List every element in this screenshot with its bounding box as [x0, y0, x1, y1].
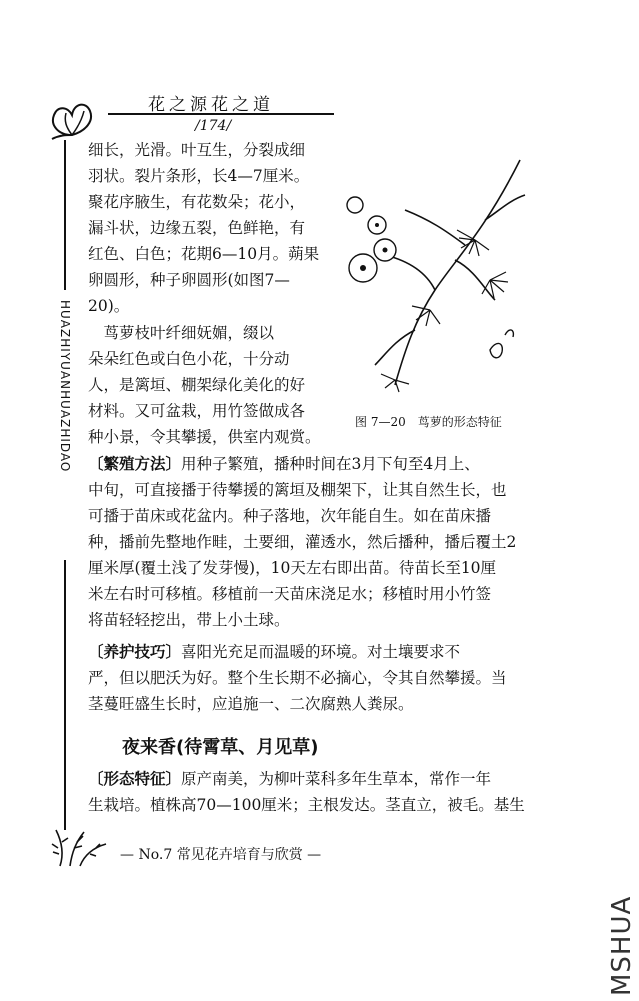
text-line: 细长，光滑。叶互生，分裂成细 [88, 141, 306, 159]
text-line: 中旬，可直接播于待攀援的篱垣及棚架下，让其自然生长，也 [88, 481, 507, 499]
text-line: 漏斗状，边缘五裂，色鲜艳，有 [88, 219, 306, 237]
cypress-vine-illustration [335, 150, 535, 400]
text-line: 将苗轻轻挖出，带上小土球。 [88, 611, 290, 629]
text-line: 严，但以肥沃为好。整个生长期不必摘心，令其自然攀援。当 [88, 669, 507, 687]
propagation-label: 〔繁殖方法〕 [88, 454, 182, 473]
header-rule [108, 113, 334, 115]
care-label: 〔养护技巧〕 [88, 642, 182, 661]
text-line: 种，播前先整地作畦，土要细，灌透水，然后播种，播后覆土2 [88, 533, 517, 551]
morphology-paragraph [88, 766, 558, 818]
text-line: 人，是篱垣、棚架绿化美化的好 [88, 376, 306, 394]
text-line: 朵朵红色或白色小花，十分动 [88, 350, 290, 368]
page-number: /174/ [195, 118, 232, 134]
text-line: 茑萝枝叶纤细妩媚，缀以 [88, 324, 275, 342]
margin-rule-bottom [64, 560, 66, 830]
text-line: 厘米厚(覆土浅了发芽慢)，10天左右即出苗。待苗长至10厘 [88, 559, 497, 577]
page-footer: — No.7 常见花卉培育与欣赏 — [120, 847, 322, 863]
text-line: 羽状。裂片条形，长4—7厘米。 [88, 167, 310, 185]
care-paragraph [88, 639, 558, 717]
text-span: 用种子繁殖，播种时间在3月下旬至4月上、 [181, 455, 480, 473]
propagation-paragraph [88, 451, 558, 633]
text-span: 喜阳光充足而温暖的环境。对土壤要求不 [181, 643, 461, 661]
grass-ornament-icon [50, 824, 114, 868]
margin-rule-top [64, 140, 66, 290]
text-line: 红色、白色；花期6—10月。蒴果 [88, 245, 320, 263]
text-line: 可播于苗床或花盆内。种子落地，次年能自生。如在苗床播 [88, 507, 492, 525]
text-line: 20)。 [88, 297, 130, 315]
text-span: 原产南美，为柳叶菜科多年生草本，常作一年 [181, 770, 492, 788]
text-line: 聚花序腋生，有花数朵；花小， [88, 193, 306, 211]
text-line: 卵圆形，种子卵圆形(如图7— [88, 271, 290, 289]
description-paragraph [88, 320, 348, 450]
text-line: 茎蔓旺盛生长时，应追施一、二次腐熟人粪尿。 [88, 695, 414, 713]
margin-vertical-title: HUAZHIYUANHUAZHIDAO [58, 300, 72, 473]
text-line: 生栽培。植株高70—100厘米；主根发达。茎直立，被毛。基生 [88, 796, 525, 814]
text-line: 种小景，令其攀援，供室内观赏。 [88, 428, 321, 446]
intro-paragraph [88, 137, 344, 319]
text-line: 材料。又可盆栽，用竹签做成各 [88, 402, 306, 420]
running-header-title: 花之源花之道 [148, 95, 274, 115]
figure-caption: 图 7—20 茑萝的形态特征 [355, 415, 502, 429]
text-line: 米左右时可移植。移植前一天苗床浇足水；移植时用小竹签 [88, 585, 492, 603]
text-line [88, 451, 558, 477]
watermark-text: MSHUA [607, 895, 637, 996]
section-heading: 夜来香(待霄草、月见草) [122, 737, 319, 758]
text-line [88, 766, 558, 792]
text-line [88, 639, 558, 665]
morphology-label: 〔形态特征〕 [88, 769, 182, 788]
